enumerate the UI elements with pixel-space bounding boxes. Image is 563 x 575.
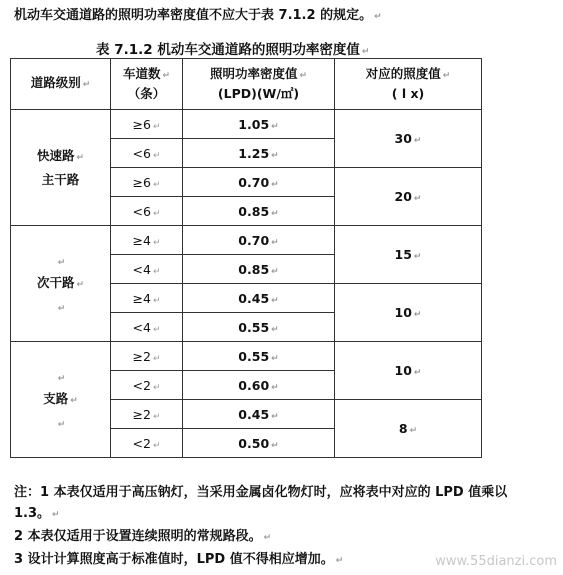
illuminance-cell [335,110,482,168]
lpd-cell [183,371,335,400]
lpd-cell [183,342,335,371]
text-label: 30 [394,131,412,146]
intro-text: 机动车交通道路的照明功率密度值不应大于表 7.1.2 的规定。 [14,8,373,23]
paragraph-mark-icon: ↵ [82,80,91,90]
lanes-cell [111,429,183,458]
text-label: 主干路 [41,171,80,187]
paragraph-mark-icon: ↵ [76,152,85,163]
illuminance-cell [335,226,482,284]
lpd-cell [183,168,335,197]
paragraph-mark-icon: ↵ [271,266,279,277]
lpd-cell [183,313,335,342]
paragraph-mark-icon: ↵ [152,208,161,219]
cell-line [11,250,110,272]
cell-line [11,388,110,412]
text-label: <4 [132,261,151,277]
lanes-cell [111,400,183,429]
text-label: ( l x) [391,86,425,101]
text-label: 车道数 [122,66,161,81]
intro-sentence [14,4,382,23]
cell-line [11,366,110,388]
text-label: ≥4 [132,290,151,306]
text-label: 次干路 [36,274,75,290]
paragraph-mark-icon: ↵ [152,411,161,422]
cell-line [11,296,110,318]
paragraph-mark-icon: ↵ [335,556,344,566]
paragraph-mark-icon: ↵ [271,295,279,306]
text-label: 1.05 [238,116,270,132]
paragraph-mark-icon: ↵ [271,411,279,422]
paragraph-mark-icon: ↵ [413,368,422,378]
paragraph-mark-icon: ↵ [374,12,382,22]
text-label: ≥6 [132,116,151,132]
lpd-cell [183,255,335,284]
paragraph-mark-icon: ↵ [152,121,161,132]
lpd-table [10,58,482,458]
paragraph-mark-icon: ↵ [152,440,161,451]
text-label: 0.55 [238,348,270,364]
paragraph-mark-icon: ↵ [271,179,279,190]
road-class-cell [11,226,111,342]
text-label: 15 [394,247,412,262]
paragraph-mark-icon: ↵ [162,71,171,81]
lanes-cell [111,110,183,139]
paragraph-mark-icon: ↵ [152,324,161,335]
paragraph-mark-icon: ↵ [442,71,451,81]
text-label: 0.70 [238,232,270,248]
text-label: 20 [394,189,412,204]
paragraph-mark-icon: ↵ [152,266,161,277]
caption-text: 表 7.1.2 机动车交通道路的照明功率密度值 [96,42,360,58]
text-label: ≥6 [132,174,151,190]
paragraph-mark-icon: ↵ [76,279,85,290]
cell-line [335,65,481,85]
text-label: 0.85 [238,203,270,219]
paragraph-mark-icon: ↵ [413,252,422,262]
paragraph-mark-icon: ↵ [52,510,60,520]
text-label: 1.25 [238,145,270,161]
paragraph-mark-icon: ↵ [271,121,279,132]
paragraph-mark-icon: ↵ [271,440,279,451]
lanes-cell [111,226,183,255]
cell-line [111,65,182,85]
paragraph-mark-icon: ↵ [57,303,66,314]
paragraph-mark-icon: ↵ [413,310,422,320]
text-label: <4 [132,319,151,335]
illuminance-cell [335,400,482,458]
paragraph-mark-icon: ↵ [57,257,66,268]
note-1-line-1: 注：1 本表仅适用于高压钠灯，当采用金属卤化物灯时，应将表中对应的 LPD 值乘以 [14,485,508,500]
text-label: 0.60 [238,377,270,393]
paragraph-mark-icon: ↵ [152,237,161,248]
header-road-class [11,59,111,110]
text-label: 对应的照度值 [365,66,441,81]
lanes-cell [111,284,183,313]
lanes-cell [111,371,183,400]
table-header-row [11,59,482,110]
paragraph-mark-icon: ↵ [361,47,370,57]
table-notes [14,482,507,572]
text-label: 道路级别 [30,75,81,90]
table-caption [96,38,369,58]
cell-line [11,412,110,434]
text-label: (LPD)(W/㎡) [217,86,300,101]
text-label: 0.85 [238,261,270,277]
paragraph-mark-icon: ↵ [152,382,161,393]
paragraph-mark-icon: ↵ [409,426,418,436]
illuminance-cell [335,342,482,400]
text-label: 支路 [43,390,69,406]
paragraph-mark-icon: ↵ [271,324,279,335]
table-row [11,226,482,255]
text-label: 3 设计计算照度高于标准值时，LPD 值不得相应增加。 [14,552,334,567]
illuminance-cell [335,284,482,342]
cell-line [183,65,334,85]
text-label: ≥4 [132,232,151,248]
header-lanes [111,59,183,110]
text-label: <6 [132,203,151,219]
lanes-cell [111,255,183,284]
text-label: <2 [132,435,151,451]
table-row [11,342,482,371]
lpd-cell [183,110,335,139]
text-label: （条） [127,86,166,101]
paragraph-mark-icon: ↵ [152,179,161,190]
lpd-cell [183,429,335,458]
illuminance-cell [335,168,482,226]
paragraph-mark-icon: ↵ [271,150,279,161]
road-class-cell [11,342,111,458]
table-row [11,110,482,139]
paragraph-mark-icon: ↵ [152,295,161,306]
paragraph-mark-icon: ↵ [271,208,279,219]
paragraph-mark-icon: ↵ [152,150,161,161]
lpd-cell [183,139,335,168]
note-1-line-2 [14,503,507,526]
paragraph-mark-icon: ↵ [271,237,279,248]
text-label: 0.45 [238,290,270,306]
paragraph-mark-icon: ↵ [271,382,279,393]
road-class-cell [11,110,111,226]
text-label: 8 [398,421,408,436]
lanes-cell [111,313,183,342]
text-label: 0.50 [238,435,270,451]
text-label: ≥2 [132,348,151,364]
header-illuminance [335,59,482,110]
header-lpd [183,59,335,110]
lpd-cell [183,226,335,255]
lpd-cell [183,284,335,313]
text-label: 10 [394,305,412,320]
lpd-cell [183,197,335,226]
text-label: 0.45 [238,406,270,422]
paragraph-mark-icon: ↵ [57,373,66,384]
lanes-cell [111,197,183,226]
text-label: <2 [132,377,151,393]
text-label: 0.55 [238,319,270,335]
paragraph-mark-icon: ↵ [413,194,422,204]
text-label: 快速路 [36,147,75,163]
paragraph-mark-icon: ↵ [271,353,279,364]
lanes-cell [111,168,183,197]
text-label: <6 [132,145,151,161]
text-label: ≥2 [132,406,151,422]
paragraph-mark-icon: ↵ [152,353,161,364]
paragraph-mark-icon: ↵ [299,71,308,81]
text-label: 2 本表仅适用于设置连续照明的常规路段。 [14,529,262,544]
note-2 [14,526,507,549]
lpd-cell [183,400,335,429]
lanes-cell [111,342,183,371]
text-label: 1.3。 [14,506,51,521]
text-label: 照明功率密度值 [209,66,298,81]
text-label: 0.70 [238,174,270,190]
paragraph-mark-icon: ↵ [57,419,66,430]
cell-line [11,145,110,169]
note-3 [14,549,507,572]
lanes-cell [111,139,183,168]
paragraph-mark-icon: ↵ [413,136,422,146]
paragraph-mark-icon: ↵ [70,395,78,406]
site-watermark: www.55dianzi.com [435,554,557,569]
cell-line [11,272,110,296]
paragraph-mark-icon: ↵ [263,533,272,543]
text-label: 10 [394,363,412,378]
